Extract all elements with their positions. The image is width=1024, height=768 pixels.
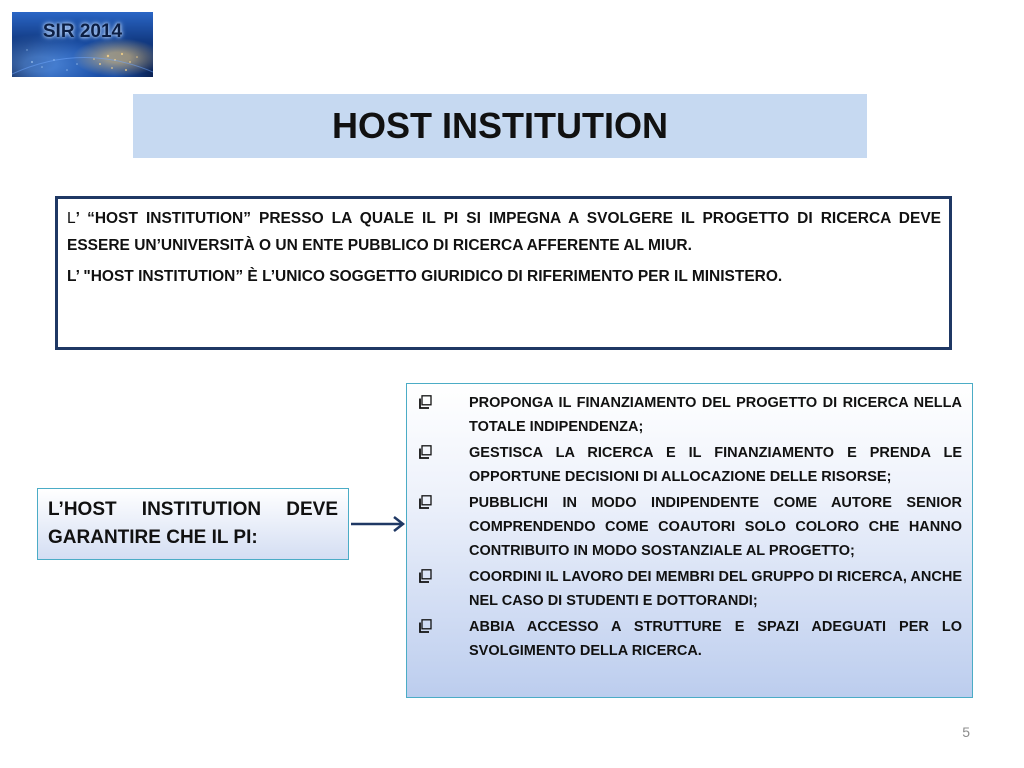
checkbox-bullet-icon bbox=[419, 395, 432, 409]
definition-paragraph-2-text: L’ "HOST INSTITUTION” È L’UNICO SOGGETTO GIURIDICO DI RIFERIMENTO PER IL MINISTERO. bbox=[67, 268, 783, 285]
checkbox-bullet-icon bbox=[419, 619, 432, 633]
requirements-box bbox=[406, 383, 973, 698]
checkbox-bullet-icon bbox=[419, 569, 432, 583]
list-item bbox=[417, 391, 962, 439]
page-number: 5 bbox=[962, 724, 970, 740]
slide-title: HOST INSTITUTION bbox=[332, 105, 668, 146]
list-item bbox=[417, 491, 962, 563]
requirements-list bbox=[417, 391, 962, 663]
definition-paragraph-2 bbox=[67, 263, 941, 290]
list-item bbox=[417, 615, 962, 663]
arrow-right-icon bbox=[351, 514, 407, 534]
checkbox-bullet-icon bbox=[419, 445, 432, 459]
logo-text: SIR 2014 bbox=[42, 21, 123, 42]
requirement-text: PUBBLICHI IN MODO INDIPENDENTE COME AUTORE SENIOR COMPRENDENDO COME COAUTORI SOLO COLORO CHE HANNO CONTRIBUITO IN MODO SOSTANZIALE AL PROGETTO; bbox=[469, 495, 962, 559]
title-bar bbox=[133, 94, 867, 158]
guarantee-label: L’HOST INSTITUTION DEVE GARANTIRE CHE IL PI: bbox=[48, 499, 338, 548]
list-item bbox=[417, 441, 962, 489]
guarantee-label-box bbox=[37, 488, 349, 560]
requirement-text: ABBIA ACCESSO A STRUTTURE E SPAZI ADEGUATI PER LO SVOLGIMENTO DELLA RICERCA. bbox=[469, 619, 962, 659]
definition-box bbox=[55, 196, 952, 350]
requirement-text: COORDINI IL LAVORO DEI MEMBRI DEL GRUPPO DI RICERCA, ANCHE NEL CASO DI STUDENTI E DOTTORANDI; bbox=[469, 569, 962, 609]
list-item bbox=[417, 565, 962, 613]
checkbox-bullet-icon bbox=[419, 495, 432, 509]
definition-lead-letter: L bbox=[67, 210, 76, 227]
definition-paragraph-1-text: ’ “HOST INSTITUTION” PRESSO LA QUALE IL PI SI IMPEGNA A SVOLGERE IL PROGETTO DI RICERCA DEVE ESSERE UN’UNIVERSITÀ O UN ENTE PUBBLICO DI RICERCA AFFERENTE AL MIUR. bbox=[67, 210, 941, 254]
requirement-text: PROPONGA IL FINANZIAMENTO DEL PROGETTO DI RICERCA NELLA TOTALE INDIPENDENZA; bbox=[469, 395, 962, 435]
sir-2014-logo bbox=[12, 12, 153, 77]
definition-paragraph-1 bbox=[67, 205, 941, 259]
requirement-text: GESTISCA LA RICERCA E IL FINANZIAMENTO E PRENDA LE OPPORTUNE DECISIONI DI ALLOCAZIONE DELLE RISORSE; bbox=[469, 445, 962, 485]
